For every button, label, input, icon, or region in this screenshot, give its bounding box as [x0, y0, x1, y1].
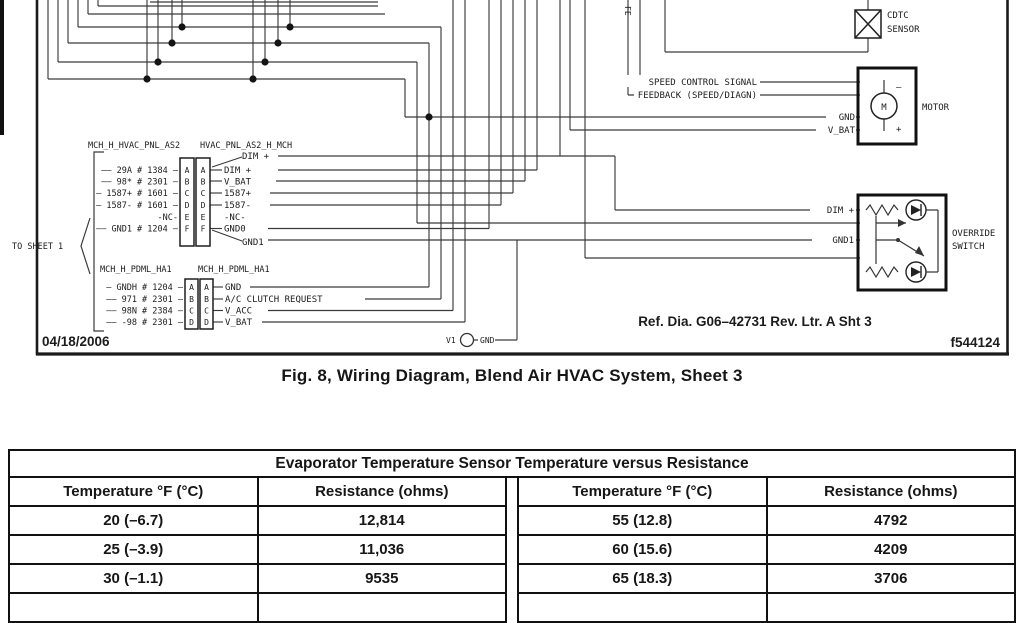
fe-wire-label: FE: [623, 6, 632, 16]
c1-pinL-4: E: [184, 213, 190, 222]
connector1-left-name: MCH_H_HVAC_PNL_AS2: [88, 141, 181, 151]
c1-signal-4: -NC-: [224, 213, 246, 223]
c1-pinR-3: D: [200, 201, 206, 210]
c2-signal-0: GND: [225, 283, 242, 293]
c1-pinR-2: C: [200, 189, 206, 198]
ground-gnd-label: GND: [480, 336, 495, 345]
c1-signal-5: GND0: [224, 224, 246, 235]
temp-cell: 30 (–1.1): [9, 564, 258, 593]
motor-input-gnd: GND: [838, 113, 855, 123]
figure-id: f544124: [950, 335, 1000, 350]
temp-cell: 65 (18.3): [518, 564, 767, 593]
c1-pinL-2: C: [184, 189, 190, 198]
cdtc-label-2: SENSOR: [887, 25, 920, 35]
res-cell: 4792: [767, 506, 1016, 535]
res-cell: 11,036: [258, 535, 507, 564]
motor-symbol: M: [881, 103, 887, 113]
figure-ref: Ref. Dia. G06–42731 Rev. Ltr. A Sht 3: [638, 314, 872, 329]
connector2: [100, 265, 323, 329]
table-row: [9, 535, 506, 564]
connector2-left-name: MCH_H_PDML_HA1: [100, 265, 172, 275]
temp-cell: 55 (12.8): [518, 506, 767, 535]
c1-signal-3: 1587-: [224, 201, 252, 211]
col-header-temp: Temperature °F (°C): [518, 477, 767, 506]
table-title: Evaporator Temperature Sensor Temperature versus Resistance: [8, 449, 1016, 478]
motor-label: MOTOR: [922, 103, 950, 113]
table-row: [9, 506, 506, 535]
c1-pinR-1: B: [200, 177, 206, 187]
ground-v1-label: V1: [446, 336, 456, 345]
override-input-dim: DIM +: [826, 206, 854, 216]
res-cell: 9535: [258, 564, 507, 593]
c2-pinR-1: B: [204, 295, 209, 304]
c1-wire-2: — 1587+ # 1601 —: [96, 189, 178, 199]
override-label-2: SWITCH: [952, 242, 985, 252]
ground-symbol: [446, 334, 495, 347]
col-header-res: Resistance (ohms): [767, 477, 1016, 506]
c2-signal-2: V_ACC: [225, 306, 253, 317]
table-row: [518, 564, 1015, 593]
res-cell: [767, 593, 1016, 622]
c2-signal-1: A/C CLUTCH REQUEST: [225, 295, 323, 305]
connector1-right-name: HVAC_PNL_AS2_H_MCH: [200, 141, 293, 151]
table-row: [518, 593, 1015, 622]
temp-cell: 25 (–3.9): [9, 535, 258, 564]
table-row: [518, 506, 1015, 535]
c1-wire-4: -NC-: [157, 213, 178, 223]
figure-caption: Fig. 8, Wiring Diagram, Blend Air HVAC System, Sheet 3: [281, 366, 743, 385]
c2-wire-3: —— -98 # 2301 —: [106, 318, 183, 328]
c1-signal-1: V_BAT: [224, 177, 252, 188]
override-label-1: OVERRIDE: [952, 229, 996, 239]
cdtc-sensor: [855, 10, 920, 38]
to-sheet-label: TO SHEET 1: [12, 242, 64, 252]
motor-plus: +: [896, 125, 902, 135]
c1-pinR-4: E: [200, 213, 206, 222]
c2-pinL-2: C: [189, 306, 194, 316]
c2-pinR-3: D: [204, 318, 209, 327]
res-cell: 3706: [767, 564, 1016, 593]
motor-minus: –: [896, 83, 902, 93]
connector1: [88, 141, 292, 248]
res-cell: 12,814: [258, 506, 507, 535]
c1-pinR-0: A: [200, 166, 206, 175]
c1-pinR-5: F: [200, 224, 206, 234]
c1-pinL-3: D: [184, 201, 190, 210]
temp-cell: [9, 593, 258, 622]
table-row: [9, 593, 506, 622]
motor-input-vbat: V_BAT: [827, 126, 855, 136]
motor-input-feedback: FEEDBACK (SPEED/DIAGN): [637, 91, 757, 101]
c1-pinL-5: F: [184, 224, 190, 234]
col-header-res: Resistance (ohms): [258, 477, 507, 506]
c1-signal-gnd1-bottom: GND1: [242, 238, 264, 248]
c1-wire-5: —— GND1 # 1204 —: [96, 224, 178, 235]
c1-signal-2: 1587+: [224, 189, 252, 199]
c1-pinL-0: A: [184, 166, 190, 175]
c1-wire-1: —— 98* # 2301 —: [101, 177, 178, 188]
table-left: [8, 476, 507, 623]
res-cell: 4209: [767, 535, 1016, 564]
c2-pinL-1: B: [189, 295, 194, 304]
figure-date: 04/18/2006: [42, 334, 110, 349]
evaporator-table: [8, 449, 1016, 623]
c1-wire-0: —— 29A # 1384 —: [101, 166, 178, 176]
c1-signal-dim-top: DIM +: [242, 152, 270, 162]
temp-cell: [518, 593, 767, 622]
temp-cell: 20 (–6.7): [9, 506, 258, 535]
c2-pinR-0: A: [204, 283, 209, 292]
override-input-gnd1: GND1: [832, 236, 854, 246]
c2-pinR-2: C: [204, 306, 209, 316]
table-row: [9, 564, 506, 593]
temp-cell: 60 (15.6): [518, 535, 767, 564]
c2-signal-3: V_BAT: [225, 318, 253, 328]
connector2-right-name: MCH_H_PDML_HA1: [198, 265, 270, 275]
c1-pinL-1: B: [184, 177, 190, 187]
table-row: [518, 535, 1015, 564]
c1-signal-0: DIM +: [224, 166, 252, 176]
c2-wire-1: —— 971 # 2301 —: [106, 295, 183, 305]
col-header-temp: Temperature °F (°C): [9, 477, 258, 506]
motor: [608, 68, 950, 144]
junction-dots: [143, 23, 432, 120]
c2-wire-0: — GNDH # 1204 —: [106, 283, 183, 293]
cdtc-label-1: CDTC: [887, 11, 909, 21]
res-cell: [258, 593, 507, 622]
table-right: [517, 476, 1016, 623]
c2-pinL-3: D: [189, 318, 194, 327]
c1-wire-3: — 1587- # 1601 —: [96, 201, 178, 211]
override-switch: [810, 195, 995, 290]
motor-input-speed: SPEED CONTROL SIGNAL: [648, 78, 757, 88]
c2-wire-2: —— 98N # 2384 —: [106, 306, 183, 317]
c2-pinL-0: A: [189, 283, 194, 292]
